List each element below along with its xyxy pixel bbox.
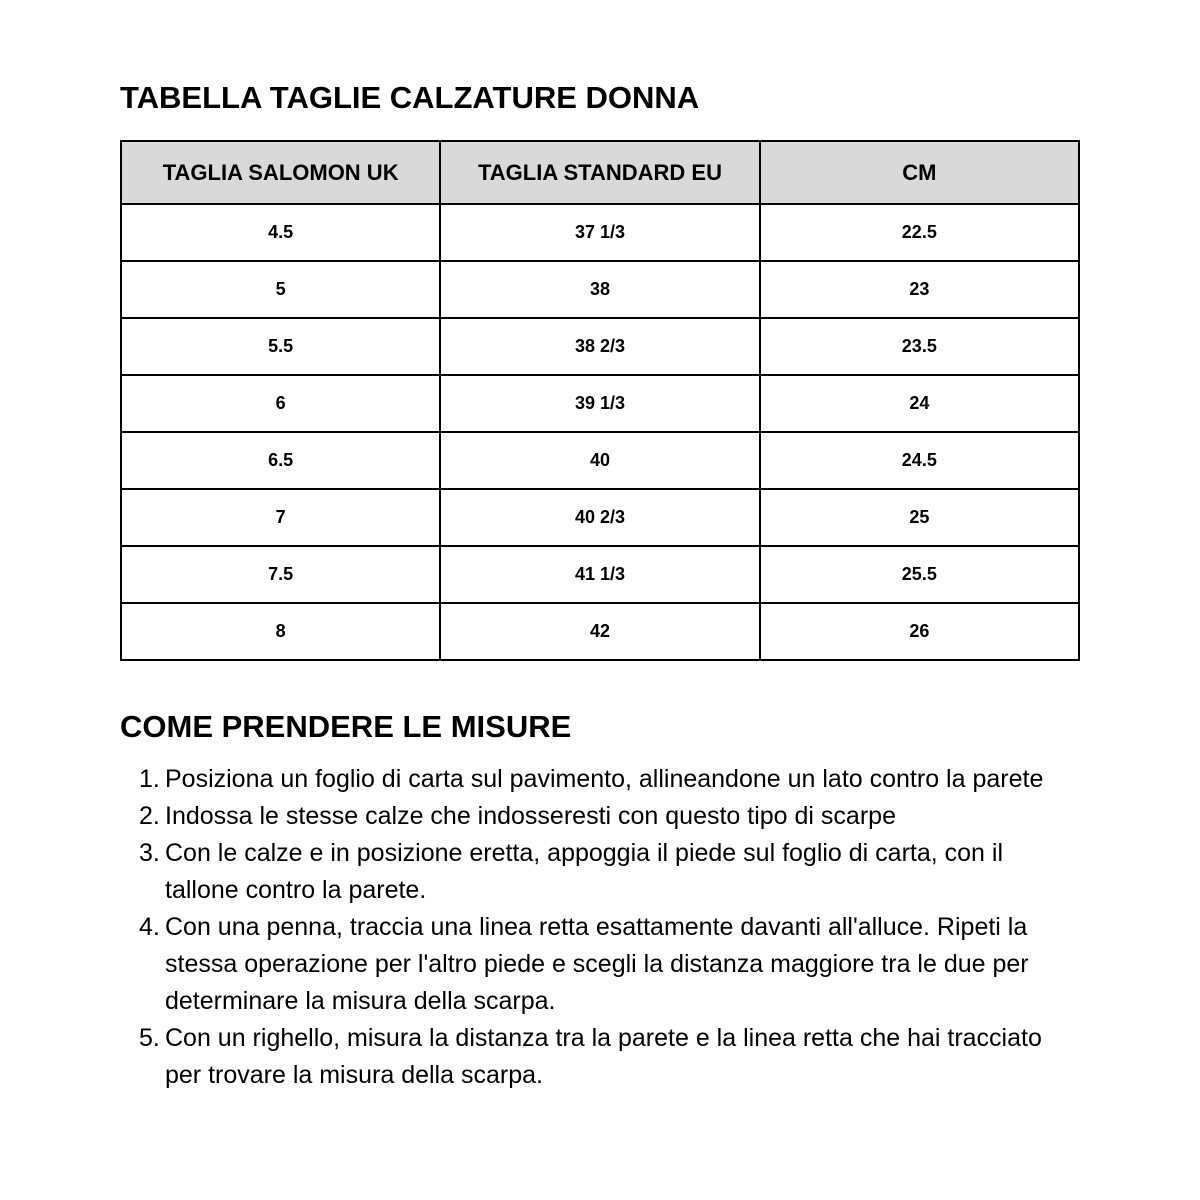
cell-cm: 25.5 xyxy=(760,546,1079,603)
cell-cm: 22.5 xyxy=(760,204,1079,261)
table-row xyxy=(121,375,1079,432)
step-number: 2. xyxy=(139,802,160,830)
table-row xyxy=(121,261,1079,318)
header-eu-size: TAGLIA STANDARD EU xyxy=(440,141,759,204)
step-number: 5. xyxy=(139,1024,160,1052)
size-table xyxy=(120,140,1080,661)
table-row xyxy=(121,489,1079,546)
cell-eu-size: 38 xyxy=(440,261,759,318)
header-cm: CM xyxy=(760,141,1079,204)
cell-uk-size: 5 xyxy=(121,261,440,318)
table-header-row xyxy=(121,141,1079,204)
header-uk-size: TAGLIA SALOMON UK xyxy=(121,141,440,204)
measure-steps-list xyxy=(120,761,1080,1094)
table-row xyxy=(121,432,1079,489)
cell-uk-size: 4.5 xyxy=(121,204,440,261)
cell-eu-size: 38 2/3 xyxy=(440,318,759,375)
cell-uk-size: 8 xyxy=(121,603,440,660)
cell-eu-size: 37 1/3 xyxy=(440,204,759,261)
cell-eu-size: 39 1/3 xyxy=(440,375,759,432)
cell-cm: 23 xyxy=(760,261,1079,318)
step-text: Con un righello, misura la distanza tra la parete e la linea retta che hai tracciato per trovare la misura della scarpa. xyxy=(165,1024,1042,1089)
cell-uk-size: 6.5 xyxy=(121,432,440,489)
step-text: Posiziona un foglio di carta sul pavimento, allineandone un lato contro la parete xyxy=(165,765,1044,793)
step-text: Indossa le stesse calze che indosseresti con questo tipo di scarpe xyxy=(165,802,896,830)
cell-cm: 25 xyxy=(760,489,1079,546)
list-item xyxy=(120,798,1080,835)
list-item xyxy=(120,835,1080,909)
page-title: TABELLA TAGLIE CALZATURE DONNA xyxy=(120,80,700,115)
step-number: 4. xyxy=(139,913,160,941)
cell-cm: 26 xyxy=(760,603,1079,660)
list-item xyxy=(120,909,1080,1020)
cell-eu-size: 40 xyxy=(440,432,759,489)
table-row xyxy=(121,546,1079,603)
cell-uk-size: 7.5 xyxy=(121,546,440,603)
cell-eu-size: 41 1/3 xyxy=(440,546,759,603)
table-row xyxy=(121,603,1079,660)
cell-eu-size: 40 2/3 xyxy=(440,489,759,546)
cell-uk-size: 6 xyxy=(121,375,440,432)
table-row xyxy=(121,318,1079,375)
cell-eu-size: 42 xyxy=(440,603,759,660)
cell-cm: 24 xyxy=(760,375,1079,432)
section-title-measure: COME PRENDERE LE MISURE xyxy=(120,709,572,744)
list-item xyxy=(120,1020,1080,1094)
table-row xyxy=(121,204,1079,261)
cell-cm: 23.5 xyxy=(760,318,1079,375)
cell-cm: 24.5 xyxy=(760,432,1079,489)
step-number: 3. xyxy=(139,839,160,867)
cell-uk-size: 7 xyxy=(121,489,440,546)
step-text: Con le calze e in posizione eretta, appoggia il piede sul foglio di carta, con il tallone contro la parete. xyxy=(165,839,1004,904)
list-item xyxy=(120,761,1080,798)
step-number: 1. xyxy=(139,765,160,793)
step-text: Con una penna, traccia una linea retta esattamente davanti all'alluce. Ripeti la stessa operazione per l'altro piede e scegli la distanza maggiore tra le due per determinare la misura della scarpa. xyxy=(165,913,1029,1015)
cell-uk-size: 5.5 xyxy=(121,318,440,375)
